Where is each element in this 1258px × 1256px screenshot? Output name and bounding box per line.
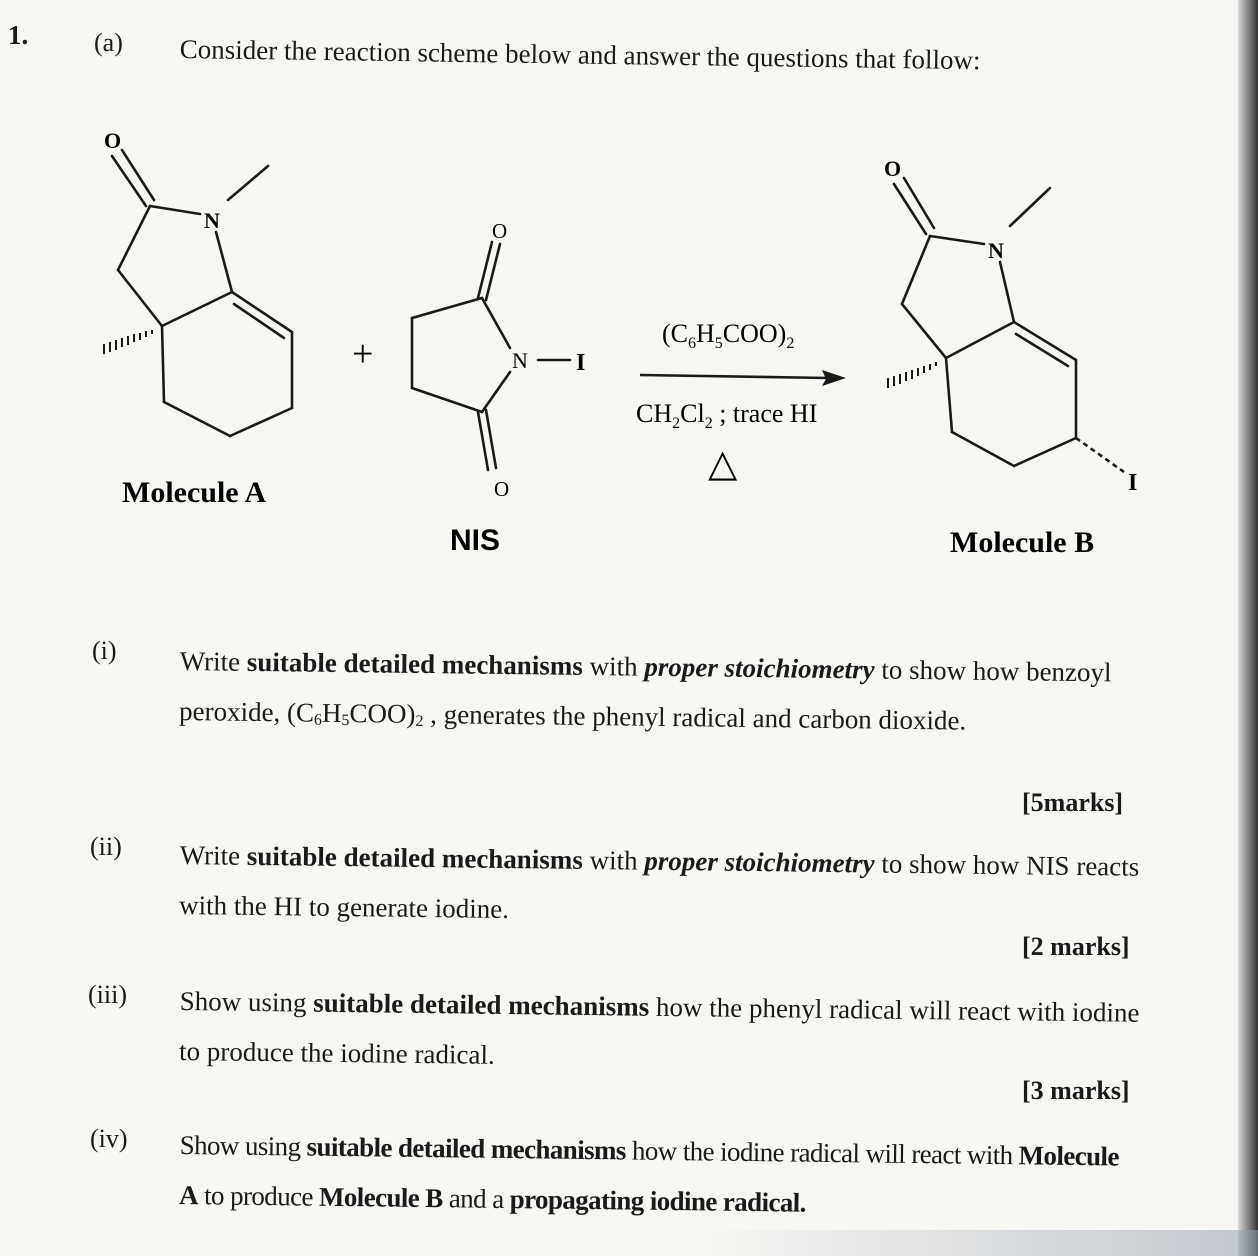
molecule-a-oxygen: O [104, 128, 122, 153]
question-intro: Consider the reaction scheme below and answer the questions that follow: [179, 34, 981, 76]
molecule-b-iodine-bond [1076, 438, 1124, 472]
item-iii-marks: [3 marks] [1022, 1076, 1130, 1105]
item-i-line1: Write suitable detailed mechanisms with proper stoichiometry to show how benzoyl [179, 645, 1112, 688]
molecule-b-label: Molecule B [950, 526, 1095, 559]
molecule-a-hashed-bond [104, 330, 152, 354]
molecule-b-structure [894, 178, 1076, 466]
item-iv-text [179, 1120, 1190, 1232]
item-iii-number: (iii) [88, 980, 127, 1009]
nis-oxygen-top: O [492, 219, 508, 243]
item-iv-line1: Show using suitable detailed mechanisms how the iodine radical will react with Molecule [179, 1129, 1119, 1172]
molecule-b-nitrogen: N [988, 238, 1004, 263]
item-i-marks: [5marks] [1022, 788, 1124, 817]
item-iii-line2: to produce the iodine radical. [178, 1035, 495, 1070]
page-smudge [700, 1230, 1258, 1256]
item-i-number: (i) [92, 636, 117, 665]
heat-symbol: △ [708, 441, 738, 485]
item-ii-line2: with the HI to generate iodine. [178, 889, 510, 925]
molecule-b-hashed-bond [888, 362, 936, 388]
molecule-b-iodine: I [1128, 470, 1138, 496]
question-number: 1. [8, 20, 29, 50]
nis-label: NIS [450, 524, 501, 557]
nis-oxygen-bottom: O [494, 477, 510, 501]
molecule-b-oxygen: O [884, 156, 902, 181]
nis-structure [412, 242, 570, 470]
molecule-a-structure [112, 150, 292, 436]
item-iii-text [179, 976, 1190, 1088]
plus-sign: + [352, 333, 374, 375]
item-i-line2: peroxide, (C6H5COO)2 , generates the phenyl radical and carbon dioxide. [178, 695, 967, 736]
reaction-arrow [640, 370, 846, 386]
item-iii-line1: Show using suitable detailed mechanisms how the phenyl radical will react with iodine [179, 985, 1140, 1028]
item-ii-marks: [2 marks] [1022, 932, 1130, 961]
item-ii-text [179, 830, 1190, 942]
item-ii-line1: Write suitable detailed mechanisms with proper stoichiometry to show how NIS reacts [179, 839, 1140, 882]
molecule-a-nitrogen: N [204, 208, 220, 233]
item-i-text [179, 636, 1190, 756]
item-iv-number: (iv) [90, 1124, 128, 1153]
item-ii-number: (ii) [90, 832, 122, 861]
nis-iodine: I [576, 350, 586, 376]
condition-top: $(C_6H_5COO)_2$ [662, 319, 795, 352]
condition-bottom: $CH_2Cl_2$ ; trace HI [636, 399, 818, 432]
nis-nitrogen: N [512, 348, 528, 373]
molecule-a-label: Molecule A [122, 476, 267, 509]
item-iv-line2: A to produce Molecule B and a propagating iodine radical. [178, 1179, 806, 1218]
page-edge-shadow [1238, 0, 1258, 1256]
reaction-scheme [0, 0, 1258, 600]
question-part: (a) [94, 28, 123, 57]
